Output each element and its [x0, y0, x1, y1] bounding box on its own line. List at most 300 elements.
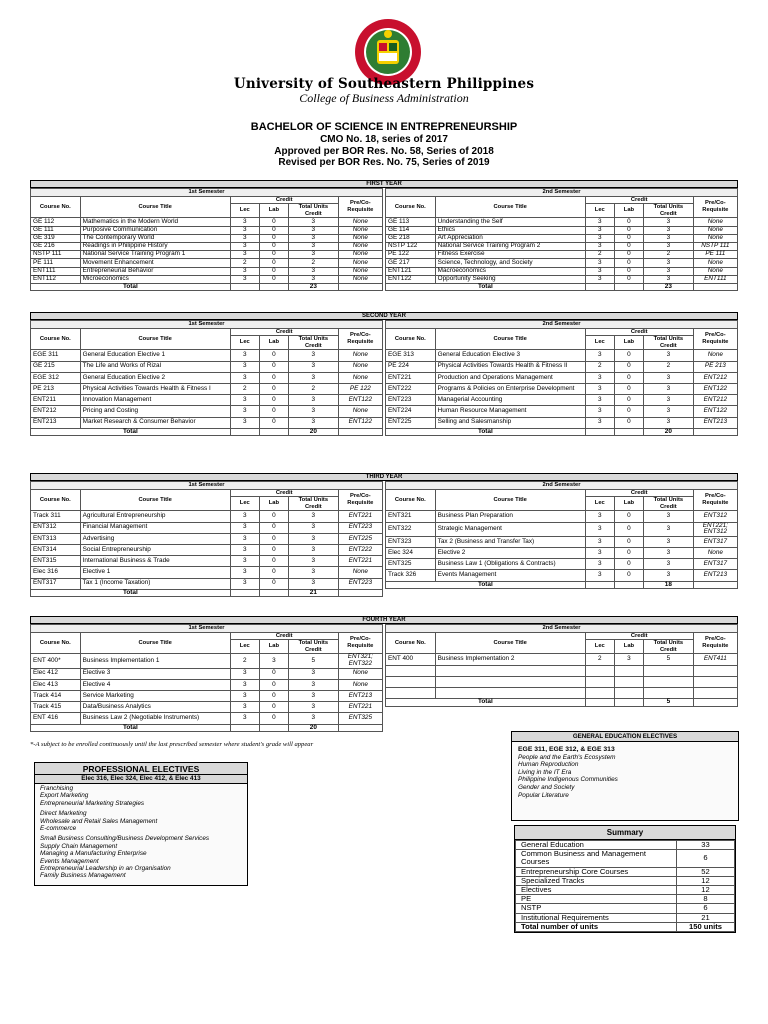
course-title: Business Plan Preparation: [435, 511, 585, 522]
course-row: [31, 690, 383, 701]
lec-units: 3: [585, 559, 614, 570]
course-title: Market Research & Consumer Behavior: [80, 417, 230, 428]
course-title: Business Implementation 2: [435, 654, 585, 665]
lab-units: 0: [614, 218, 643, 226]
total-units: 2: [289, 383, 339, 394]
prerequisite: None: [338, 234, 382, 242]
credit-header: Credit: [585, 328, 693, 336]
professional-elective-item: Family Business Management: [40, 872, 126, 880]
professional-elective-item: E-commerce: [40, 825, 77, 833]
course-row: [31, 567, 383, 578]
lab-units: 0: [614, 361, 643, 372]
lab-units: 0: [614, 547, 643, 558]
prereq-header: Pre/Co-Requisite: [693, 489, 737, 511]
prerequisite: [693, 665, 737, 676]
semester-table: [30, 481, 383, 597]
total-row: [386, 581, 738, 589]
total-units: [644, 676, 694, 687]
course-title: Physical Activities Towards Health & Fitness I: [80, 383, 230, 394]
lec-header: Lec: [585, 640, 614, 654]
course-title: Agricultural Entrepreneurship: [80, 511, 230, 522]
prerequisite: None: [693, 218, 737, 226]
prerequisite: None: [693, 267, 737, 275]
total-units-header: Total Units Credit: [644, 336, 694, 350]
prerequisite: PE 111: [693, 251, 737, 259]
course-code: ENT 400: [386, 654, 436, 665]
semester-block: [385, 188, 738, 291]
prerequisite: NSTP 111: [693, 242, 737, 250]
prerequisite: None: [338, 218, 382, 226]
course-row: [386, 218, 738, 226]
course-code: ENT312: [31, 522, 81, 533]
total-value: 20: [289, 724, 339, 732]
prerequisite: None: [338, 350, 382, 361]
course-title-header: Course Title: [435, 489, 585, 511]
course-row: [386, 676, 738, 687]
total-units: 3: [289, 578, 339, 589]
course-no-header: Course No.: [31, 196, 81, 218]
header-row: [31, 328, 383, 336]
lec-units: 2: [585, 251, 614, 259]
lec-units: 3: [230, 275, 259, 283]
prerequisite: ENT221: [338, 556, 382, 567]
course-code: ENT323: [386, 536, 436, 547]
course-no-header: Course No.: [31, 328, 81, 350]
course-code: Track 414: [31, 690, 81, 701]
gened-elective-item: People and the Earth's Ecosystem: [518, 753, 616, 761]
lab-units: 0: [259, 533, 288, 544]
course-code: Elec 412: [31, 668, 81, 679]
course-row: [386, 547, 738, 558]
course-row: [31, 218, 383, 226]
course-title: Elective 3: [80, 668, 230, 679]
course-row: [31, 275, 383, 283]
course-title: Elective 2: [435, 547, 585, 558]
semester-table: [385, 481, 738, 589]
course-title: [435, 665, 585, 676]
semester-table: [30, 188, 383, 291]
total-value: 21: [289, 589, 339, 597]
lec-units: 3: [230, 713, 259, 724]
total-lec: [230, 428, 259, 436]
lec-header: Lec: [230, 204, 259, 218]
course-title-header: Course Title: [435, 328, 585, 350]
course-code: ENT 416: [31, 713, 81, 724]
prerequisite: ENT122: [338, 395, 382, 406]
course-title: Selling and Salesmanship: [435, 417, 585, 428]
semesters: [30, 188, 738, 291]
course-row: [31, 702, 383, 713]
lab-units: 0: [614, 383, 643, 394]
header-row: [386, 328, 738, 336]
prereq-header: Pre/Co-Requisite: [338, 632, 382, 654]
total-value: 20: [644, 428, 694, 436]
total-row: [31, 724, 383, 732]
course-title: Business Implementation 1: [80, 654, 230, 668]
semester-label-row: [31, 625, 383, 633]
course-code: GE 217: [386, 259, 436, 267]
semester-label-row: [386, 189, 738, 197]
professional-elective-item: Direct Marketing: [40, 810, 87, 818]
lec-units: 3: [585, 383, 614, 394]
course-title: The Contemporary World: [80, 234, 230, 242]
course-title: Production and Operations Management: [435, 372, 585, 383]
total-units: 3: [644, 570, 694, 581]
total-units: 3: [289, 679, 339, 690]
semester-table: [385, 624, 738, 707]
total-units: 3: [289, 713, 339, 724]
course-title-header: Course Title: [80, 632, 230, 654]
lec-units: 3: [585, 536, 614, 547]
course-no-header: Course No.: [386, 328, 436, 350]
lab-units: 0: [259, 350, 288, 361]
lec-units: 3: [230, 234, 259, 242]
course-code: GE 319: [31, 234, 81, 242]
total-lab: [259, 428, 288, 436]
course-title: Readings in Philippine History: [80, 242, 230, 250]
lab-units: 0: [614, 570, 643, 581]
professional-elective-item: Export Marketing: [40, 792, 89, 800]
prerequisite: ENT221: [338, 511, 382, 522]
lec-units: 2: [585, 361, 614, 372]
course-title: Mathematics in the Modern World: [80, 218, 230, 226]
course-title: Business Law 1 (Obligations & Contracts): [435, 559, 585, 570]
lec-units: 2: [230, 654, 259, 668]
prerequisite: None: [338, 406, 382, 417]
course-no-header: Course No.: [386, 632, 436, 654]
course-row: [386, 417, 738, 428]
total-units-header: Total Units Credit: [644, 497, 694, 511]
total-units: [644, 687, 694, 698]
course-title: Movement Enhancement: [80, 259, 230, 267]
course-title: Human Resource Management: [435, 406, 585, 417]
course-title: International Business & Trade: [80, 556, 230, 567]
prerequisite: PE 122: [338, 383, 382, 394]
prerequisite: None: [338, 259, 382, 267]
gened-electives-body: [512, 742, 738, 803]
year-section: [30, 473, 738, 597]
lab-units: 0: [614, 406, 643, 417]
semesters: [30, 624, 738, 732]
college-name: College of Business Administration: [299, 91, 469, 105]
course-row: [386, 395, 738, 406]
summary-category: Specialized Tracks: [516, 876, 677, 885]
total-value: 5: [644, 699, 694, 707]
prerequisite: ENT212: [693, 372, 737, 383]
prerequisite: ENT213: [338, 690, 382, 701]
lab-units: 0: [259, 218, 288, 226]
course-title: Purposive Communication: [80, 226, 230, 234]
course-title-header: Course Title: [80, 489, 230, 511]
course-row: [31, 242, 383, 250]
lab-units: 0: [614, 372, 643, 383]
lec-units: 3: [585, 417, 614, 428]
semester-label-row: [31, 189, 383, 197]
prerequisite: ENT212: [693, 395, 737, 406]
total-units: 3: [289, 372, 339, 383]
summary-category: NSTP: [516, 904, 677, 913]
total-lec: [585, 428, 614, 436]
total-lec: [230, 724, 259, 732]
course-row: [31, 226, 383, 234]
lab-header: Lab: [259, 640, 288, 654]
prerequisite: None: [693, 226, 737, 234]
course-code: ENT213: [31, 417, 81, 428]
summary-units: 12: [677, 876, 735, 885]
course-title: Programs & Policies on Enterprise Development: [435, 383, 585, 394]
lab-units: 0: [259, 226, 288, 234]
course-title: [435, 676, 585, 687]
lab-units: 0: [614, 522, 643, 536]
course-row: [386, 536, 738, 547]
course-row: [31, 544, 383, 555]
prerequisite: PE 213: [693, 361, 737, 372]
lab-units: 0: [614, 511, 643, 522]
prerequisite: None: [338, 372, 382, 383]
course-row: [31, 713, 383, 724]
lec-units: 3: [585, 226, 614, 234]
prerequisite: ENT223: [338, 578, 382, 589]
total-units: 3: [289, 267, 339, 275]
professional-elective-item: Managing a Manufacturing Enterprise: [40, 850, 147, 858]
total-row: [386, 283, 738, 291]
lab-units: 0: [259, 417, 288, 428]
summary-category: Electives: [516, 886, 677, 895]
credit-header: Credit: [585, 489, 693, 497]
total-units: 3: [289, 702, 339, 713]
semester-label-row: [386, 482, 738, 490]
semester-label: 2nd Semester: [386, 625, 738, 633]
course-row: [31, 383, 383, 394]
course-row: [386, 372, 738, 383]
course-row: [386, 687, 738, 698]
semester-label: 2nd Semester: [386, 482, 738, 490]
course-row: [31, 654, 383, 668]
total-units: 3: [644, 511, 694, 522]
lec-units: 3: [585, 522, 614, 536]
course-code: GE 111: [31, 226, 81, 234]
total-units-header: Total Units Credit: [289, 497, 339, 511]
course-code: ENT317: [31, 578, 81, 589]
prerequisite: None: [338, 679, 382, 690]
total-row: [31, 589, 383, 597]
total-units: 3: [644, 226, 694, 234]
university-name: University of Southeastern Philippines: [233, 76, 535, 92]
lec-units: 2: [585, 654, 614, 665]
total-units: 3: [289, 668, 339, 679]
course-row: [31, 395, 383, 406]
prerequisite: ENT321; ENT322: [338, 654, 382, 668]
lab-units: 0: [259, 668, 288, 679]
prereq-header: Pre/Co-Requisite: [693, 328, 737, 350]
summary-category: PE: [516, 895, 677, 904]
cmo-line: CMO No. 18, series of 2017: [320, 134, 448, 145]
total-units: 3: [289, 406, 339, 417]
course-code: ENT325: [386, 559, 436, 570]
total-lab: [614, 283, 643, 291]
professional-electives-box: [34, 762, 248, 886]
prerequisite: None: [693, 547, 737, 558]
course-title: Managerial Accounting: [435, 395, 585, 406]
course-title: Ethics: [435, 226, 585, 234]
course-title: Art Appreciation: [435, 234, 585, 242]
course-code: GE 113: [386, 218, 436, 226]
revised-line: Revised per BOR Res. No. 75, Series of 2019: [278, 157, 490, 168]
course-code: Elec 316: [31, 567, 81, 578]
prerequisite: ENT223: [338, 522, 382, 533]
summary-units: 6: [677, 850, 735, 867]
professional-electives-title: PROFESSIONAL ELECTIVES: [35, 763, 247, 775]
lec-units: 3: [585, 350, 614, 361]
lec-units: 3: [230, 544, 259, 555]
prerequisite: None: [693, 234, 737, 242]
prerequisite: ENT213: [693, 417, 737, 428]
approved-line: Approved per BOR Res. No. 58, Series of 2018: [274, 145, 494, 157]
lab-header: Lab: [614, 640, 643, 654]
semester-block: [30, 481, 383, 597]
course-code: PE 213: [31, 383, 81, 394]
semester-block: [30, 188, 383, 291]
prerequisite: ENT221: [338, 702, 382, 713]
course-title: Tax 1 (Income Taxation): [80, 578, 230, 589]
summary-units: 12: [677, 886, 735, 895]
year-title: FOURTH YEAR: [30, 616, 738, 624]
lab-units: 3: [259, 654, 288, 668]
total-units: 3: [289, 395, 339, 406]
professional-elective-item: Entrepreneurial Leadership in an Organisation: [40, 865, 171, 873]
prerequisite: None: [338, 361, 382, 372]
lab-units: 0: [259, 544, 288, 555]
lec-header: Lec: [585, 336, 614, 350]
lab-units: 0: [259, 242, 288, 250]
summary-category: Common Business and Management Courses: [516, 850, 677, 867]
total-units: 2: [644, 251, 694, 259]
gened-elective-item: Human Reproduction: [518, 761, 579, 769]
summary-title: Summary: [515, 826, 735, 840]
total-lab: [259, 724, 288, 732]
course-code: PE 224: [386, 361, 436, 372]
semester-table: [385, 188, 738, 291]
professional-electives-list: [35, 784, 247, 881]
course-code: PE 111: [31, 259, 81, 267]
course-code: ENT111: [31, 267, 81, 275]
total-units: 3: [644, 372, 694, 383]
course-row: [386, 226, 738, 234]
program-titles: [0, 121, 768, 169]
lab-header: Lab: [259, 336, 288, 350]
lec-units: [585, 687, 614, 698]
course-no-header: Course No.: [386, 196, 436, 218]
lab-units: 0: [259, 511, 288, 522]
course-code: GE 112: [31, 218, 81, 226]
course-title: Data/Business Analytics: [80, 702, 230, 713]
lab-header: Lab: [259, 204, 288, 218]
prerequisite: ENT317: [693, 536, 737, 547]
total-row: [386, 428, 738, 436]
course-code: ENT322: [386, 522, 436, 536]
total-units: 5: [289, 654, 339, 668]
lab-units: 0: [614, 559, 643, 570]
lab-units: [614, 676, 643, 687]
course-row: [386, 406, 738, 417]
summary-row: [516, 886, 735, 895]
header-row: [386, 196, 738, 204]
lab-units: 0: [259, 522, 288, 533]
total-units: 3: [644, 259, 694, 267]
total-units: 3: [644, 536, 694, 547]
summary-row: [516, 895, 735, 904]
lec-units: 3: [585, 267, 614, 275]
summary-units: 8: [677, 895, 735, 904]
course-row: [386, 665, 738, 676]
course-code: ENT315: [31, 556, 81, 567]
total-lab: [259, 589, 288, 597]
total-row: [31, 428, 383, 436]
course-no-header: Course No.: [31, 632, 81, 654]
total-lab: [614, 699, 643, 707]
lec-units: 3: [230, 578, 259, 589]
total-units: 3: [644, 395, 694, 406]
credit-header: Credit: [585, 196, 693, 204]
year-section: [30, 616, 738, 732]
prerequisite: None: [338, 668, 382, 679]
semesters: [30, 320, 738, 436]
course-row: [31, 372, 383, 383]
course-title: General Education Elective 3: [435, 350, 585, 361]
lec-header: Lec: [585, 497, 614, 511]
summary-units: 21: [677, 913, 735, 922]
lec-units: 3: [585, 242, 614, 250]
course-row: [386, 654, 738, 665]
total-units-header: Total Units Credit: [644, 640, 694, 654]
lab-units: 0: [614, 234, 643, 242]
course-title: National Service Training Program 2: [435, 242, 585, 250]
lab-units: 0: [259, 395, 288, 406]
lab-units: [614, 665, 643, 676]
summary-total-label: Total number of units: [516, 922, 677, 931]
lab-units: 0: [614, 242, 643, 250]
prerequisite: None: [693, 350, 737, 361]
course-row: [386, 251, 738, 259]
summary-units: 33: [677, 841, 735, 850]
lab-units: 0: [259, 267, 288, 275]
course-title: Entrepreneurial Behavior: [80, 267, 230, 275]
lec-units: 3: [230, 567, 259, 578]
gened-elective-item: Popular Literature: [518, 791, 569, 799]
lec-units: 3: [585, 511, 614, 522]
course-title: The Life and Works of Rizal: [80, 361, 230, 372]
lab-units: 0: [614, 417, 643, 428]
lab-units: 0: [259, 679, 288, 690]
course-title: Social Entrepreneurship: [80, 544, 230, 555]
course-title: General Education Elective 1: [80, 350, 230, 361]
summary-units: 52: [677, 867, 735, 876]
total-lec: [230, 283, 259, 291]
lab-units: 0: [259, 702, 288, 713]
year-title: SECOND YEAR: [30, 312, 738, 320]
header-row: [31, 632, 383, 640]
summary-table: [515, 840, 735, 932]
total-units: 3: [644, 522, 694, 536]
total-req: [338, 589, 382, 597]
gened-elective-item: Living in the IT Era: [518, 768, 572, 776]
footnote: *-A subject to be enrolled continuously until the last prescribed semester where student's grade will appear: [30, 741, 314, 748]
lab-units: 0: [259, 567, 288, 578]
total-lab: [259, 283, 288, 291]
total-units: 3: [644, 275, 694, 283]
semester-block: [385, 481, 738, 597]
summary-total-value: 150 units: [677, 922, 735, 931]
